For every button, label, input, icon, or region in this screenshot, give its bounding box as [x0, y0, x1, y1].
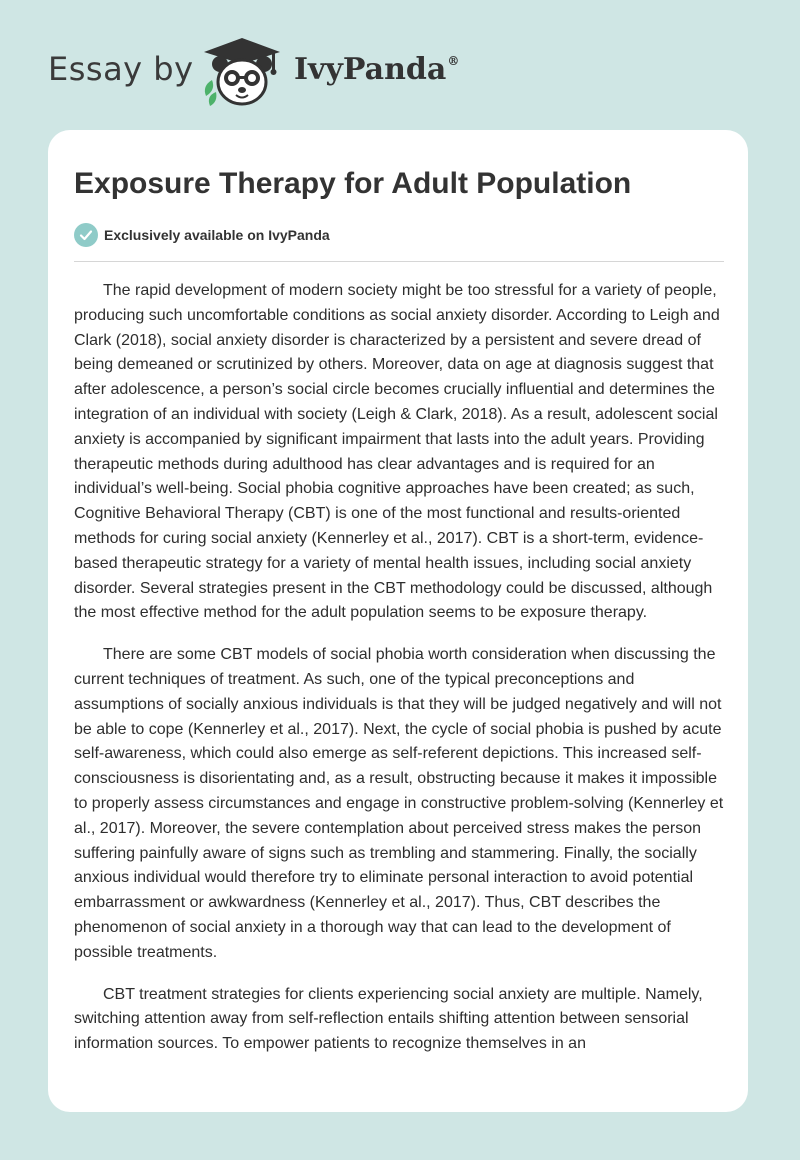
paragraph: There are some CBT models of social phobia worth consideration when discussing the current techniques of treatment. As such, one of the typical preconceptions and assumptions of socially anxious individuals is that they will be judged negatively and will not be able to cope (Kennerley et al., 2017). Next, the cycle of social phobia is pushed by acute self-awareness, which could also emerge as self-referent depictions. This increased self-consciousness is disorientating and, as a result, obstructing because it makes it impossible to properly assess circumstances and engage in constructive problem-solving (Kennerley et al., 2017). Moreover, the severe contemplation about perceived stress makes the person suffering painfully aware of signs such as trembling and stammering. Finally, the socially anxious individual would therefore try to eliminate personal interaction to avoid potential embarrassment or awkwardness (Kennerley et al., 2017). Thus, CBT describes the phenomenon of social anxiety in a thorough way that can lead to the development of possible treatments.: [74, 646, 724, 961]
essay-card: [48, 130, 748, 1112]
exclusive-badge: [74, 222, 330, 248]
paragraph: CBT treatment strategies for clients experiencing social anxiety are multiple. Namely, switching attention away from self-reflection entails shifting attention between sensorial information sources. To empower patients to recognize themselves in an: [74, 985, 703, 1053]
panda-logo-icon[interactable]: [200, 34, 284, 110]
site-header: [0, 0, 800, 120]
page-title: Exposure Therapy for Adult Population: [74, 167, 632, 200]
checkmark-icon: [74, 223, 98, 247]
essay-by-label: Essay by: [48, 50, 194, 88]
paragraph: The rapid development of modern society might be too stressful for a variety of people, producing such uncomfortable conditions as social anxiety disorder. According to Leigh and Clark (2018), social anxiety disorder is characterized by a persistent and severe dread of being demeaned or scrutinized by others. Moreover, data on age at diagnosis suggest that after adolescence, a person’s social circle becomes crucially influential and determines the integration of an individual with society (Leigh & Clark, 2018). As a result, adolescent social anxiety is accompanied by significant impairment that lasts into the adult years. Providing therapeutic methods during adulthood has clear advantages and is required for an individual’s well-being. Social phobia cognitive approaches have been created; as such, Cognitive Behavioral Therapy (CBT) is one of the most functional and results-oriented methods for curing social anxiety (Kennerley et al., 2017). CBT is a short-term, evidence-based therapeutic strategy for a variety of mental health issues, including social anxiety disorder. Several strategies present in the CBT methodology could be discussed, although the most effective method for the adult population seems to be exposure therapy.: [74, 282, 720, 622]
essay-body: [74, 279, 724, 1074]
exclusive-badge-label: Exclusively available on IvyPanda: [104, 227, 330, 243]
divider: [74, 261, 724, 262]
brand-name[interactable]: IvyPanda®: [294, 52, 460, 87]
